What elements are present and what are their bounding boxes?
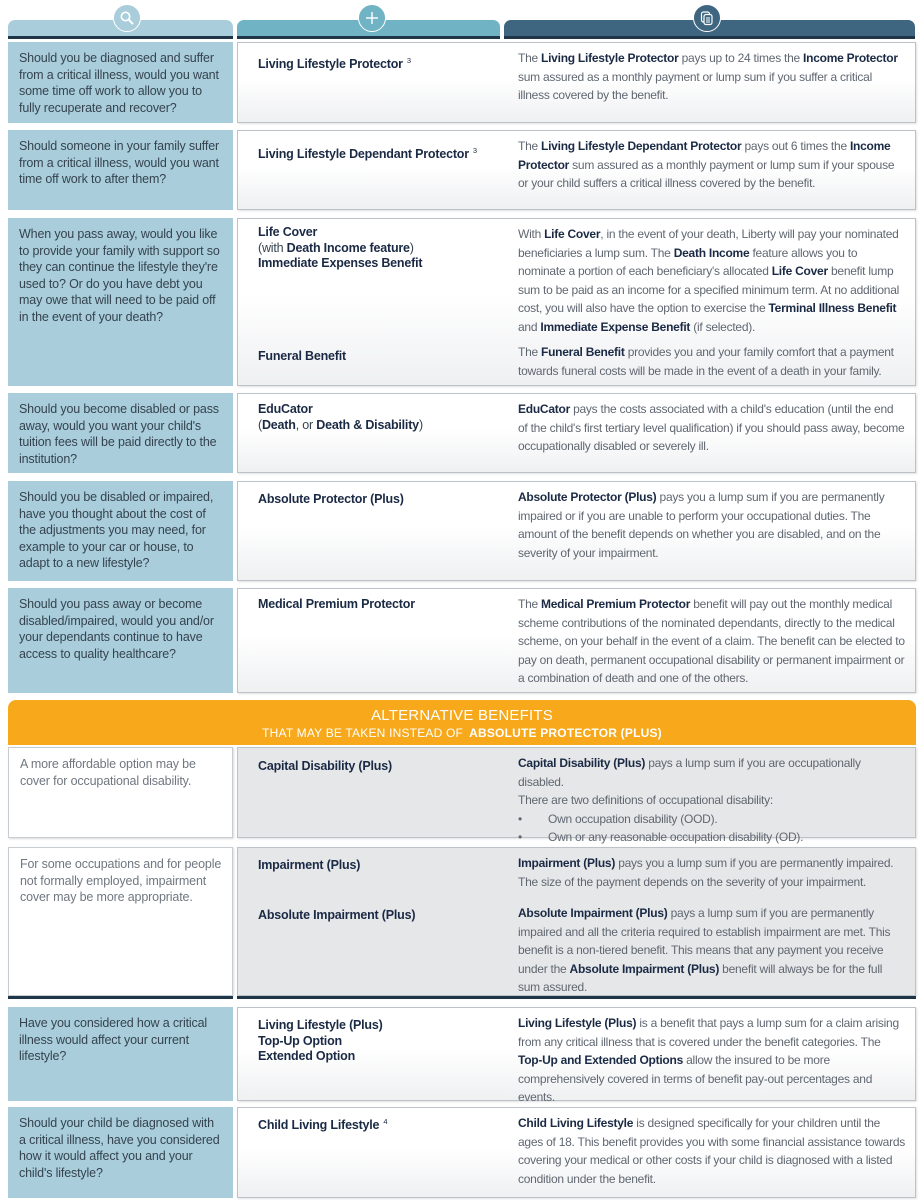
table-row [8,747,916,844]
benefit-title: Absolute Impairment (Plus) [258,908,416,922]
footnote-marker: 3 [472,146,477,155]
question-cell: Should someone in your family suffer from a critical illness, would you want time off work to after them? [8,130,233,210]
alternative-benefits-banner [8,700,916,745]
benefit-description [518,1114,905,1188]
footnote-marker: 4 [383,1117,388,1126]
bullet-item: • Own occupation disability (OOD). [518,810,905,829]
table-row [8,42,916,123]
bold-text: Capital Disability (Plus) [518,756,646,770]
text: feature allows you to nominate a portion of each beneficiary's allocated [518,245,858,278]
text: is a benefit that pays a lump sum for a claim arising from any critical illness that is covered under the benefit categories. The [518,1016,899,1049]
benefit-name-line [258,402,508,418]
bullet-item: • Own or any reasonable occupation disability (OD). [518,828,905,847]
description-paragraph [518,400,905,456]
bold-text: Extended Option [258,1049,356,1063]
text: ) [418,417,423,432]
benefit-description [518,754,905,847]
benefit-panel [237,130,916,210]
bold-text: Life Cover [771,264,828,278]
subtitle-bold-text: ABSOLUTE PROTECTOR (PLUS) [469,726,662,740]
text: benefit will always be for the full sum assured. [518,961,883,994]
text: provides you and your family comfort that a payment towards funeral costs will be made in the event of a death in your family. [518,345,894,378]
benefit-name [258,143,508,163]
benefit-panel [237,588,916,693]
benefit-panel [237,218,916,386]
benefit-title: Capital Disability (Plus) [258,759,392,773]
bold-text: Death [261,417,296,432]
text: ( [258,417,262,432]
benefit-title: Living Lifestyle Protector [258,57,403,71]
benefit-description [518,904,905,997]
question-cell: For some occupations and for people not formally employed, impairment cover may be more appropriate. [8,847,233,996]
text: ) [409,240,414,255]
description-paragraph [518,595,905,688]
search-icon [113,4,141,32]
benefit-name-line [258,418,508,434]
benefit-description [518,488,905,562]
bullet-list [518,810,905,847]
benefit-name-line [258,1049,508,1065]
text: pays up to 24 times the [678,51,804,65]
table-row [8,218,916,386]
table-row [8,393,916,473]
bold-text: Death Income feature [286,240,410,255]
benefit-description [518,49,905,105]
description-paragraph [518,1114,905,1188]
description-paragraph [518,488,905,562]
benefit-name [258,492,508,508]
benefit-name [258,402,508,433]
section-divider [8,996,233,999]
text: sum assured as a monthly payment or lump sum if your spouse or your child suffers a critical illness covered by the benefit. [518,157,895,190]
benefit-name [258,1018,508,1065]
text: pays you a lump sum if you are permanently impaired or if you are unable to perform your occupational duties. The amount of the benefit depends on whether you are disabled, and on the severity of your impairment. [518,490,885,560]
benefit-name-line [258,1034,508,1050]
table-row [8,588,916,693]
section-divider [237,996,916,999]
benefit-name [258,759,508,775]
text: pays the costs associated with a child's education (until the end of the child's first tertiary level qualification) if you should pass away, become occupationally disabled or severely ill. [518,402,905,453]
benefit-title: Medical Premium Protector [258,597,415,611]
bold-text: Impairment (Plus) [518,856,616,870]
text: is designed specifically for your children until the ages of 18. This benefit provides you with some financial assistance towards covering your medical or other costs if your child is diagnosed with a listed condition under the benefit. [518,1116,905,1186]
text: benefit will pay out the monthly medical scheme contributions of the nominated dependants, directly to the medical scheme, on your behalf in the event of a claim. The benefit can be elected to pay on death, permanent occupational disability or permanent impairment or a combination of death and one of the others. [518,597,905,685]
question-cell: When you pass away, would you like to provide your family with support so they can continue the lifestyle they're used to? Or do you have debt you may owe that will need to be paid off in the event of your death? [8,218,233,386]
benefit-description [518,400,905,456]
table-row [8,130,916,210]
bold-text: Child Living Lifestyle [518,1116,634,1130]
bold-text: Living Lifestyle Protector [541,51,679,65]
bold-text: Top-Up and Extended Options [518,1053,684,1067]
description-paragraph: There are two definitions of occupational disability: [518,793,773,807]
description-paragraph [518,225,905,336]
text: With [518,227,545,241]
benefit-name [258,597,508,613]
bold-text: Absolute Impairment (Plus) [518,906,668,920]
question-cell: Should your child be diagnosed with a critical illness, have you considered how it would affect you and your child's lifestyle? [8,1107,233,1198]
bold-text: Absolute Protector (Plus) [518,490,657,504]
benefit-description [518,343,905,380]
bold-text: Immediate Expense Benefit [540,319,691,334]
benefit-name-line [258,225,508,241]
benefit-panel [237,1107,916,1198]
text: The [518,345,542,359]
benefit-panel [237,393,916,473]
footnote-marker: 3 [406,56,411,65]
text: , in the event of your death, Liberty will pay your nominated beneficiaries a lump sum. The [518,227,899,260]
text: The [518,597,542,611]
benefit-description [518,1014,905,1107]
header-divider [504,36,915,39]
benefit-name [258,858,508,874]
benefit-panel [237,847,916,996]
text: (with [258,240,287,255]
description-paragraph [518,49,905,105]
benefit-panel [237,481,916,581]
benefit-name [258,53,508,73]
alternative-benefits-subtitle [8,724,916,740]
question-cell: Should you become disabled or pass away, would you want your child's tuition fees will be paid directly to the institution? [8,393,233,473]
header-column-question [8,0,233,36]
bold-text: Top-Up Option [258,1033,342,1048]
benefit-panel [237,1007,916,1104]
text: pays a lump sum if you are occupationally disabled. [518,756,861,789]
benefit-name [258,908,508,924]
bold-text: Living Lifestyle (Plus) [518,1016,637,1030]
benefit-name [258,349,508,365]
benefit-title: Absolute Protector (Plus) [258,492,404,506]
table-row [8,1007,916,1104]
table-row [8,481,916,581]
header-divider [237,36,500,39]
bold-text: Immediate Expenses Benefit [258,256,423,270]
text: benefit lump sum to be paid as an income for a specified minimum term. At no additional cost, you will also have the option to exercise the [518,264,900,315]
bold-text: Death & Disability [316,417,419,432]
question-cell: Have you considered how a critical illness would affect your current lifestyle? [8,1007,233,1101]
description-paragraph [518,343,905,380]
bold-text: Funeral Benefit [541,345,625,359]
bold-text: Death Income [673,245,750,260]
bold-text: Living Lifestyle Dependant Protector [541,139,742,153]
text: sum assured as a monthly payment or lump sum if you suffer a critical illness covered by the benefit. [518,69,873,102]
benefit-description [518,225,905,336]
text: (if selected). [690,319,756,334]
question-cell: Should you be disabled or impaired, have you thought about the cost of the adjustments you may need, for example to your car or house, to adapt to a new lifestyle? [8,481,233,581]
text: pays you a lump sum if you are permanently impaired. The size of the payment depends on the severity of your impairment. [518,856,894,889]
header-column-description [504,0,915,36]
bold-text: Life Cover [544,227,601,241]
text: The [518,51,542,65]
benefit-title: Living Lifestyle Dependant Protector [258,147,469,161]
subtitle-text: THAT MAY BE TAKEN INSTEAD OF [262,726,464,740]
benefit-name [258,225,508,272]
bold-text: Terminal Illness Benefit [768,301,897,315]
plus-icon [358,4,386,32]
bold-text: Life Cover [258,225,318,239]
text: , or [295,417,317,432]
description-paragraph [518,854,905,891]
benefit-description [518,854,905,891]
benefit-title: Child Living Lifestyle [258,1118,380,1132]
bold-text: EduCator [258,402,313,416]
benefit-panel [237,42,916,123]
benefit-title: Funeral Benefit [258,349,346,363]
benefit-name [258,1114,508,1134]
description-paragraph [518,754,905,791]
benefit-description [518,595,905,688]
bold-text: EduCator [518,402,570,416]
table-row [8,847,916,996]
alternative-benefits-title: ALTERNATIVE BENEFITS [371,707,553,724]
question-cell: Should you be diagnosed and suffer from a critical illness, would you want some time off work to allow you to fully recuperate and recover? [8,42,233,123]
description-paragraph [518,904,905,997]
benefit-name-line [258,1018,508,1034]
description-paragraph [518,1014,905,1107]
text: The [518,139,542,153]
bold-text: Medical Premium Protector [541,597,691,611]
benefit-title: Impairment (Plus) [258,858,361,872]
benefit-panel [237,747,916,844]
bold-text: Living Lifestyle (Plus) [258,1018,383,1032]
text: pays out 6 times the [741,139,850,153]
header-divider [8,36,233,39]
text: allow the insured to be more comprehensively covered in terms of benefit pay-out percentages and events. [518,1053,873,1104]
benefit-description [518,137,905,193]
bold-text: Absolute Impairment (Plus) [569,961,720,976]
benefit-name-line [258,241,508,257]
bold-text: Income Protector [518,139,891,172]
table-row [8,1107,916,1198]
documents-icon [693,4,721,32]
benefit-name-line [258,256,508,272]
text: pays a lump sum if you are permanently impaired and all the criteria required to establish impairment are met. This benefit is a non-tiered benefit. This means that any payment you receive under the [518,906,891,976]
text: and [518,319,541,334]
header-column-benefit [237,0,500,36]
bold-text: Income Protector [803,51,898,65]
question-cell: Should you pass away or become disabled/impaired, would you and/or your dependants continue to have access to quality healthcare? [8,588,233,693]
description-paragraph [518,137,905,193]
question-cell: A more affordable option may be cover for occupational disability. [8,747,233,838]
